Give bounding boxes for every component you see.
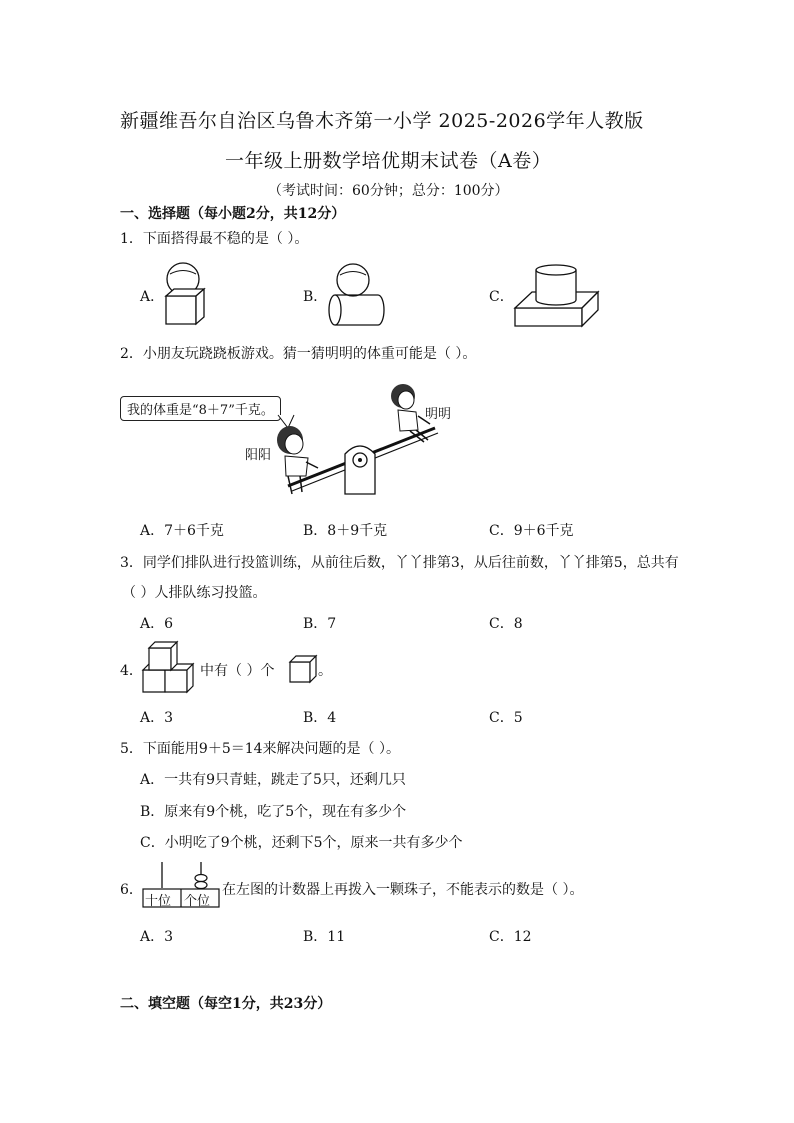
q5-stem: 5．下面能用9＋5＝14来解决问题的是（ ）。 [120, 741, 400, 757]
q1-option-b: B． [303, 289, 328, 305]
q2-stem: 2．小朋友玩跷跷板游戏。猜一猜明明的体重可能是（ ）。 [120, 346, 477, 362]
q6-number: 6． [120, 882, 143, 898]
name-yangyang: 阳阳 [245, 448, 272, 463]
q4-number: 4． [120, 663, 143, 679]
q5-option-c: C．小明吃了9个桃，还剩下5个，原来一共有多少个 [140, 835, 463, 851]
speech-bubble: 我的体重是“8＋7”千克。 [120, 396, 281, 421]
q3-stem-line1: 3．同学们排队进行投篮训练，从前往后数，丫丫排第3，从后往前数，丫丫排第5，总共有 [120, 555, 679, 571]
cylinder-on-slab-figure [512, 262, 602, 328]
q6-option-a: A．3 [140, 929, 174, 945]
q4-option-c: C．5 [489, 710, 523, 726]
q4-option-a: A．3 [140, 710, 174, 726]
q4-option-b: B．4 [303, 710, 337, 726]
page-subtitle: 一年级上册数学培优期末试卷（A卷） [225, 150, 552, 172]
q1-option-c: C． [489, 289, 514, 305]
q5-option-b: B．原来有9个桃，吃了5个，现在有多少个 [140, 804, 407, 820]
name-mingming: 明明 [425, 407, 452, 422]
q6-option-c: C．12 [489, 929, 532, 945]
stacked-cubes-figure [138, 640, 200, 696]
section2-heading: 二、填空题（每空1分，共23分） [120, 996, 332, 1012]
seesaw-illustration [240, 376, 440, 506]
q6-text: 在左图的计数器上再拨入一颗珠子，不能表示的数是（ ）。 [222, 882, 584, 898]
sphere-on-cube-figure [160, 262, 210, 328]
page-title: 新疆维吾尔自治区乌鲁木齐第一小学 2025-2026学年人教版 [120, 110, 644, 132]
q4-text: 中有（ ）个 [200, 663, 275, 679]
q3-option-c: C．8 [489, 616, 523, 632]
single-cube-icon [288, 654, 318, 684]
q6-option-b: B．11 [303, 929, 346, 945]
sphere-on-cylinder-figure [325, 262, 390, 328]
q2-option-a: A．7＋6千克 [140, 523, 224, 539]
abacus-tens-label: 十位 [145, 894, 172, 909]
q2-option-c: C．9＋6千克 [489, 523, 574, 539]
section1-heading: 一、选择题（每小题2分，共12分） [120, 206, 346, 222]
q1-option-a: A． [140, 289, 165, 305]
q1-stem: 1．下面搭得最不稳的是（ ）。 [120, 231, 309, 247]
exam-info: （考试时间：60分钟；总分：100分） [268, 183, 509, 199]
q2-option-b: B．8＋9千克 [303, 523, 388, 539]
q3-option-b: B．7 [303, 616, 337, 632]
q5-option-a: A．一共有9只青蛙，跳走了5只，还剩几只 [140, 772, 406, 788]
q3-option-a: A．6 [140, 616, 174, 632]
abacus-ones-label: 个位 [184, 894, 211, 909]
q3-stem-line2: （ ）人排队练习投篮。 [122, 585, 267, 601]
q4-end: 。 [318, 663, 332, 679]
